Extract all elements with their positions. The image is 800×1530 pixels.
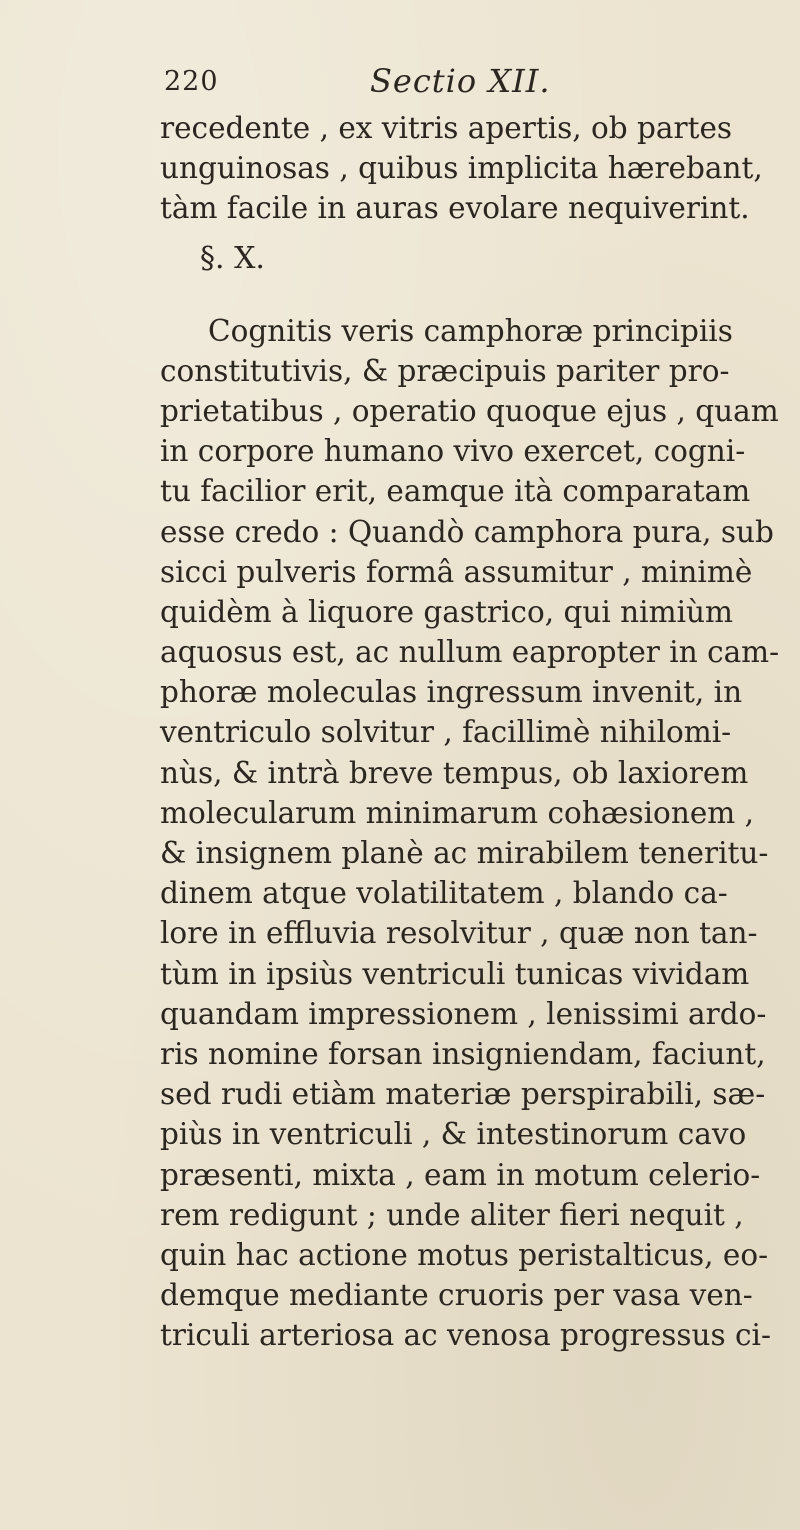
text-line: nùs, & intrà breve tempus, ob laxiorem bbox=[160, 755, 749, 790]
text-line: tàm facile in auras evolare nequiverint. bbox=[160, 191, 750, 226]
paragraph-2 bbox=[160, 311, 780, 1356]
text-line: & insignem planè ac mirabilem teneritu- bbox=[160, 836, 769, 870]
text-line: dinem atque volatilitatem , blando ca- bbox=[160, 876, 728, 911]
body-text bbox=[160, 108, 780, 1355]
text-line: molecularum minimarum cohæsionem , bbox=[160, 795, 755, 830]
text-line: tùm in ipsiùs ventriculi tunicas vividam bbox=[160, 956, 750, 991]
text-line: præsenti, mixta , eam in motum celerio- bbox=[160, 1157, 761, 1192]
text-line: quidèm à liquore gastrico, qui nimiùm bbox=[160, 594, 733, 629]
text-line: in corpore humano vivo exercet, cogni- bbox=[160, 434, 746, 469]
text-line: quandam impressionem , lenissimi ardo- bbox=[160, 996, 767, 1031]
text-line: unguinosas , quibus implicita hærebant, bbox=[160, 151, 763, 186]
text-line: recedente , ex vitris apertis, ob partes bbox=[160, 111, 733, 145]
page-header bbox=[160, 62, 720, 102]
text-line: tu facilior erit, eamque ità comparatam bbox=[160, 474, 751, 509]
text-line: ris nomine forsan insigniendam, faciunt, bbox=[160, 1036, 766, 1071]
text-line: rem redigunt ; unde aliter fieri nequit , bbox=[160, 1197, 744, 1232]
running-head: Sectio XII. bbox=[370, 62, 551, 100]
text-line: sicci pulveris formâ assumitur , minimè bbox=[160, 554, 753, 589]
paragraph-1 bbox=[160, 108, 763, 229]
text-line: lore in effluvia resolvitur , quæ non tan- bbox=[160, 916, 758, 951]
text-line: esse credo : Quandò camphora pura, sub bbox=[160, 514, 774, 549]
text-line: phoræ moleculas ingressum invenit, in bbox=[160, 675, 743, 710]
section-heading: §. X. bbox=[200, 240, 265, 276]
text-line: demque mediante cruoris per vasa ven- bbox=[160, 1278, 753, 1313]
text-line: piùs in ventriculi , & intestinorum cavo bbox=[160, 1117, 747, 1152]
text-line: Cognitis veris camphoræ principiis bbox=[208, 313, 733, 348]
text-line: sed rudi etiàm materiæ perspirabili, sæ- bbox=[160, 1077, 766, 1112]
text-line: ventriculo solvitur , facillimè nihilomi- bbox=[160, 715, 732, 750]
text-line: triculi arteriosa ac venosa progressus ci- bbox=[160, 1318, 771, 1353]
text-line: quin hac actione motus peristalticus, eo- bbox=[160, 1237, 769, 1272]
spacer bbox=[160, 289, 750, 311]
text-line: aquosus est, ac nullum eapropter in cam- bbox=[160, 635, 780, 670]
text-line: prietatibus , operatio quoque ejus , quam bbox=[160, 393, 779, 428]
text-line: constitutivis, & præcipuis pariter pro- bbox=[160, 353, 730, 388]
page-number: 220 bbox=[164, 66, 219, 97]
